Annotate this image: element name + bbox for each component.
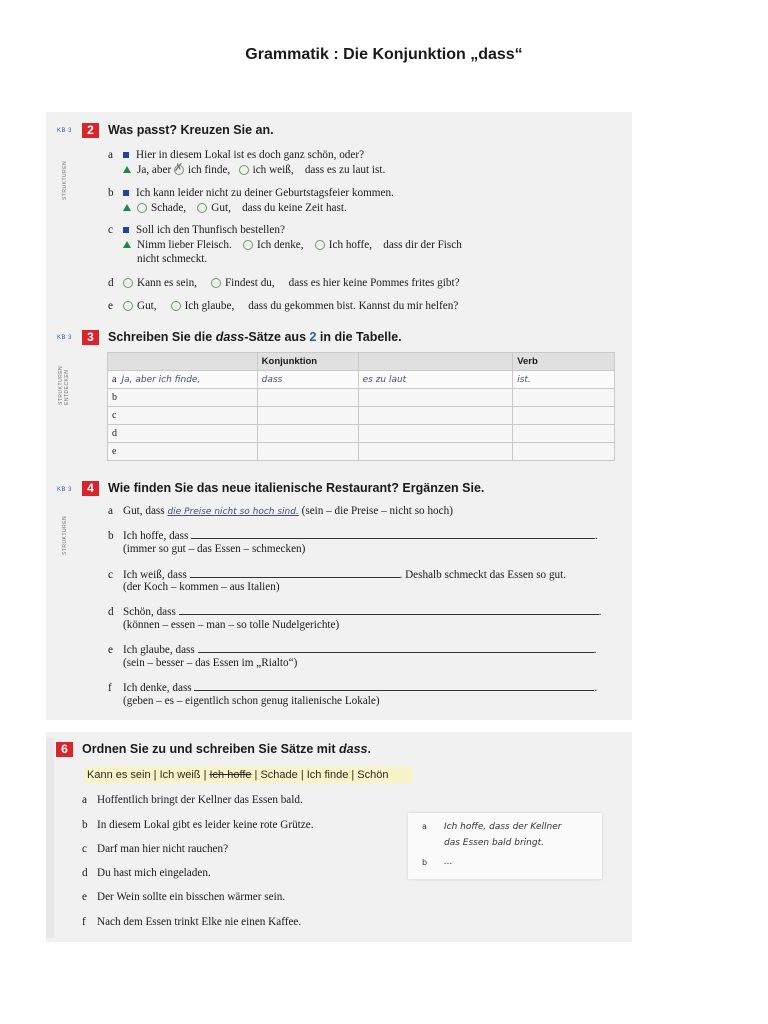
answer-blank[interactable] xyxy=(190,566,400,578)
side-label: STRUKTUREN xyxy=(62,160,68,200)
table-row xyxy=(108,389,615,407)
exercise-number: 6 xyxy=(56,742,73,757)
checkbox[interactable] xyxy=(137,203,147,213)
checkbox[interactable] xyxy=(315,240,325,250)
exercise-item: a Gut, dass die Preise nicht so hoch sind. (sein – die Preise – nicht so hoch) xyxy=(108,505,453,517)
table-cell[interactable]: e xyxy=(108,443,258,461)
exercise-item: d Kann es sein, Findest du, dass es hier keine Pommes frites gibt? xyxy=(108,277,460,289)
kb-label: KB 3 xyxy=(57,128,73,134)
checkbox[interactable] xyxy=(239,165,249,175)
table-cell[interactable]: dass xyxy=(257,371,358,389)
table-cell[interactable]: d xyxy=(108,425,258,443)
side-label: STRUKTUREN ENTDECKEN xyxy=(58,365,70,405)
table-cell[interactable]: a Ja, aber ich finde, xyxy=(108,371,258,389)
table-cell[interactable] xyxy=(257,407,358,425)
answer-line-cont: nicht schmeckt. xyxy=(137,253,208,265)
table-cell[interactable] xyxy=(257,425,358,443)
exercise-item: a Hier in diesem Lokal ist es doch ganz schön, oder? xyxy=(108,149,365,161)
exercise-item: c Darf man hier nicht rauchen? xyxy=(82,843,229,855)
answer-triangle-icon xyxy=(123,241,131,248)
table-cell[interactable] xyxy=(513,389,615,407)
checkbox[interactable] xyxy=(171,301,181,311)
table-row xyxy=(108,407,615,425)
table-header-cell xyxy=(108,353,258,371)
table-cell[interactable] xyxy=(513,407,615,425)
answer-line: Nimm lieber Fleisch. Ich denke, Ich hoffe, dass dir der Fisch xyxy=(108,238,462,252)
exercise-number: 2 xyxy=(82,123,99,138)
checkbox[interactable] xyxy=(123,301,133,311)
section-margin-bar xyxy=(46,738,54,938)
answer-note[interactable] xyxy=(408,813,602,879)
table-header-row xyxy=(108,353,615,371)
table-header-cell: Verb xyxy=(513,353,615,371)
checkbox[interactable] xyxy=(243,240,253,250)
exercise-number: 3 xyxy=(82,330,99,345)
exercise-item: f Ich denke, dass . xyxy=(108,679,597,695)
note-letter: a xyxy=(422,822,427,831)
table-cell[interactable] xyxy=(358,389,513,407)
table-header-cell: Konjunktion xyxy=(257,353,358,371)
exercise-item: e Ich glaube, dass . xyxy=(108,641,596,657)
exercise-item: e Gut, Ich glaube, dass du gekommen bist. Kannst du mir helfen? xyxy=(108,300,459,312)
exercise-heading: Schreiben Sie die dass-Sätze aus 2 in die Tabelle. xyxy=(108,330,402,344)
hint-words: (geben – es – eigentlich schon genug italienische Lokale) xyxy=(123,695,380,707)
sentence-table xyxy=(107,352,615,461)
question-square-icon xyxy=(123,190,129,196)
table-header-cell xyxy=(358,353,513,371)
exercise-item: b Ich kann leider nicht zu deiner Geburtstagsfeier kommen. xyxy=(108,187,394,199)
exercise-number: 4 xyxy=(82,481,99,496)
answer-blank[interactable] xyxy=(179,603,599,615)
question-square-icon xyxy=(123,152,129,158)
hint-words: (immer so gut – das Essen – schmecken) xyxy=(123,543,306,555)
checkbox[interactable] xyxy=(197,203,207,213)
note-line: das Essen bald bringt. xyxy=(444,838,544,848)
hint-words: (der Koch – kommen – aus Italien) xyxy=(123,581,280,593)
checkbox[interactable] xyxy=(211,278,221,288)
exercise-heading: Ordnen Sie zu und schreiben Sie Sätze mit dass. xyxy=(82,742,371,756)
answer-blank[interactable] xyxy=(194,679,594,691)
exercise-heading: Wie finden Sie das neue italienische Restaurant? Ergänzen Sie. xyxy=(108,481,485,495)
word-box: Kann es sein | Ich weiß | Ich hoffe | Schade | Ich finde | Schön xyxy=(84,767,413,783)
table-cell[interactable]: ist. xyxy=(513,371,615,389)
note-letter: b xyxy=(422,858,428,867)
table-cell[interactable] xyxy=(513,425,615,443)
kb-label: KB 3 xyxy=(57,335,73,341)
table-row xyxy=(108,443,615,461)
answer-blank[interactable] xyxy=(198,641,594,653)
exercise-item: b In diesem Lokal gibt es leider keine rote Grütze. xyxy=(82,819,314,831)
table-cell[interactable] xyxy=(358,425,513,443)
exercise-item: f Nach dem Essen trinkt Elke nie einen Kaffee. xyxy=(82,916,302,928)
answer-triangle-icon xyxy=(123,166,131,173)
exercise-item: c Soll ich den Thunfisch bestellen? xyxy=(108,224,285,236)
side-label: STRUKTUREN xyxy=(62,515,68,555)
question-square-icon xyxy=(123,227,129,233)
table-cell[interactable] xyxy=(257,443,358,461)
checkbox-checked[interactable] xyxy=(174,165,184,175)
checkbox[interactable] xyxy=(123,278,133,288)
exercise-item: d Schön, dass . xyxy=(108,603,601,619)
hint-words: (können – essen – man – so tolle Nudelgerichte) xyxy=(123,619,340,631)
table-cell[interactable]: c xyxy=(108,407,258,425)
exercise-item: c Ich weiß, dass . Deshalb schmeckt das Essen so gut. xyxy=(108,566,566,582)
exercise-item: e Der Wein sollte ein bisschen wärmer sein. xyxy=(82,891,286,903)
page-title: Grammatik : Die Konjunktion „dass“ xyxy=(245,46,523,63)
hint-words: (sein – besser – das Essen im „Rialto“) xyxy=(123,657,298,669)
exercise-item: a Hoffentlich bringt der Kellner das Essen bald. xyxy=(82,794,303,806)
table-row xyxy=(108,425,615,443)
exercise-item: b Ich hoffe, dass . xyxy=(108,527,598,543)
answer-triangle-icon xyxy=(123,204,131,211)
table-row xyxy=(108,371,615,389)
answer-line: Schade, Gut, dass du keine Zeit hast. xyxy=(108,201,347,215)
table-cell[interactable] xyxy=(257,389,358,407)
table-cell[interactable] xyxy=(358,443,513,461)
answer-line: Ja, aber ✗ ich finde, ich weiß, dass es zu laut ist. xyxy=(108,163,385,177)
note-line: ... xyxy=(444,857,453,867)
exercise-heading: Was passt? Kreuzen Sie an. xyxy=(108,123,274,137)
table-cell[interactable]: es zu laut xyxy=(358,371,513,389)
exercise-item: d Du hast mich eingeladen. xyxy=(82,867,211,879)
kb-label: KB 3 xyxy=(57,487,73,493)
table-cell[interactable] xyxy=(358,407,513,425)
table-cell[interactable]: b xyxy=(108,389,258,407)
note-line: Ich hoffe, dass der Kellner xyxy=(444,822,562,832)
table-cell[interactable] xyxy=(513,443,615,461)
answer-blank[interactable] xyxy=(191,527,595,539)
